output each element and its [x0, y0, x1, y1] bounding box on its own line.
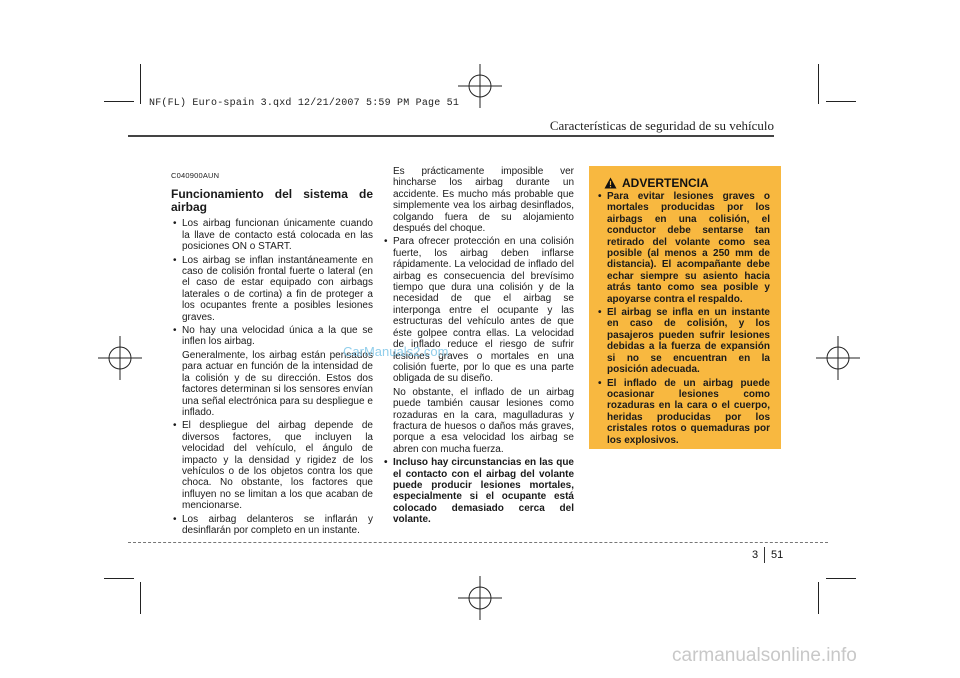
- paragraph: Es prácticamente imposible ver hincharse los airbag durante un accidente. Es mucho más probable que simplemente vea los airbag desinflados, colgando fuera de su alojamiento después del choque.: [393, 166, 574, 235]
- bullet-list: [171, 420, 373, 536]
- warning-list: [596, 191, 770, 448]
- section-heading: Funcionamiento del sistema de airbag: [171, 187, 373, 215]
- print-file-info: NF(FL) Euro-spain 3.qxd 12/21/2007 5:59 PM Page 51: [149, 98, 460, 109]
- list-item: • Para ofrecer protección en una colisión fuerte, los airbag deben inflarse rápidamente. La velocidad de inflado del airbag es consecuencia del brevísimo tiempo que dura una colisión y de la necesidad de que el airbag se interponga entre el ocupante y las estructuras del vehículo antes de que éste golpee contra ellas. La velocidad de inflado reduce el riesgo de sufrir lesiones graves o mortales en una colisión fuerte, por lo que es una parte obligada de su diseño.: [382, 236, 574, 384]
- bullet-list: [382, 236, 574, 384]
- registration-mark-icon: [458, 64, 502, 108]
- registration-mark-icon: [458, 576, 502, 620]
- warning-item: • El inflado de un airbag puede ocasionar lesiones como rozaduras en la cara o el cuerpo, heridas producidas por los cristales rotos o quemaduras por los explosivos.: [596, 378, 770, 446]
- warning-item: • Para evitar lesiones graves o mortales producidas por los airbags en una colisión, el conductor debe sentarse tan retirado del volante como sea posible (al menos a 250 mm de distancia). El acompañante debe echar siempre su asiento hacia atrás tanto como sea posible y apoyarse contra el respaldo.: [596, 191, 770, 305]
- page-number-divider: [764, 547, 765, 563]
- section-title: Características de seguridad de su vehículo: [549, 118, 774, 133]
- warning-box: [589, 166, 781, 449]
- crop-mark-icon: [826, 101, 856, 102]
- watermark-logo: CarManuals2.com: [343, 344, 449, 359]
- footer-watermark: carmanualsonline.info: [672, 645, 857, 666]
- paragraph: No obstante, el inflado de un airbag puede también causar lesiones como rozaduras en la cara, magulladuras y fractura de huesos o daños más graves, porque a esa velocidad los airbag se abren con mucha fuerza.: [393, 386, 574, 455]
- section-code: C040900AUN: [171, 171, 220, 180]
- warning-triangle-icon: [604, 177, 617, 189]
- warning-item: • El airbag se infla en un instante en caso de colisión, y los pasajeros pueden sufrir lesiones debidas a la fuerza de expansión si no se encuentran en la posición adecuada.: [596, 307, 770, 375]
- paragraph: Generalmente, los airbag están pensados para actuar en función de la intensidad de la colisión y de su dirección. Estos dos factores determinan si los sensores envían una señal electrónica para su despliegue e inflado.: [182, 349, 373, 418]
- list-item: • Los airbag funcionan únicamente cuando la llave de contacto está colocada en las posiciones ON o START.: [171, 218, 373, 252]
- footer-rule: [128, 542, 828, 543]
- list-item: • Incluso hay circunstancias en las que el contacto con el airbag del volante puede producir lesiones mortales, especialmente si el ocupante está colocado demasiado cerca del volante.: [382, 457, 574, 525]
- warning-header: [604, 176, 709, 190]
- list-item: • Los airbag se inflan instantáneamente en caso de colisión frontal fuerte o lateral (en el caso de estar equipado con airbags laterales o de cortina) a fin de proteger a los ocupantes frente a posibles lesiones graves.: [171, 255, 373, 323]
- header-rule: [128, 135, 774, 137]
- list-item: • No hay una velocidad única a la que se inflen los airbag.: [171, 325, 373, 348]
- chapter-number: 3: [752, 549, 759, 561]
- crop-mark-icon: [104, 578, 134, 579]
- bullet-list: [171, 218, 373, 347]
- page-number: 51: [771, 549, 784, 561]
- warning-title: ADVERTENCIA: [622, 176, 709, 190]
- crop-mark-icon: [826, 578, 856, 579]
- registration-mark-icon: [98, 336, 142, 380]
- bullet-list: [382, 457, 574, 525]
- crop-mark-icon: [818, 582, 819, 614]
- crop-mark-icon: [140, 582, 141, 614]
- list-item: • Los airbag delanteros se inflarán y desinflarán por completo en un instante.: [171, 514, 373, 537]
- crop-mark-icon: [818, 64, 819, 104]
- registration-mark-icon: [816, 336, 860, 380]
- list-item: • El despliegue del airbag depende de diversos factores, que incluyen la velocidad del vehículo, el ángulo de impacto y la densidad y rigidez de los vehículos o de los objetos contra los que choca. No obstante, los factores que influyen no se limitan a los que acaban de mencionarse.: [171, 420, 373, 511]
- crop-mark-icon: [104, 101, 134, 102]
- crop-mark-icon: [140, 64, 141, 104]
